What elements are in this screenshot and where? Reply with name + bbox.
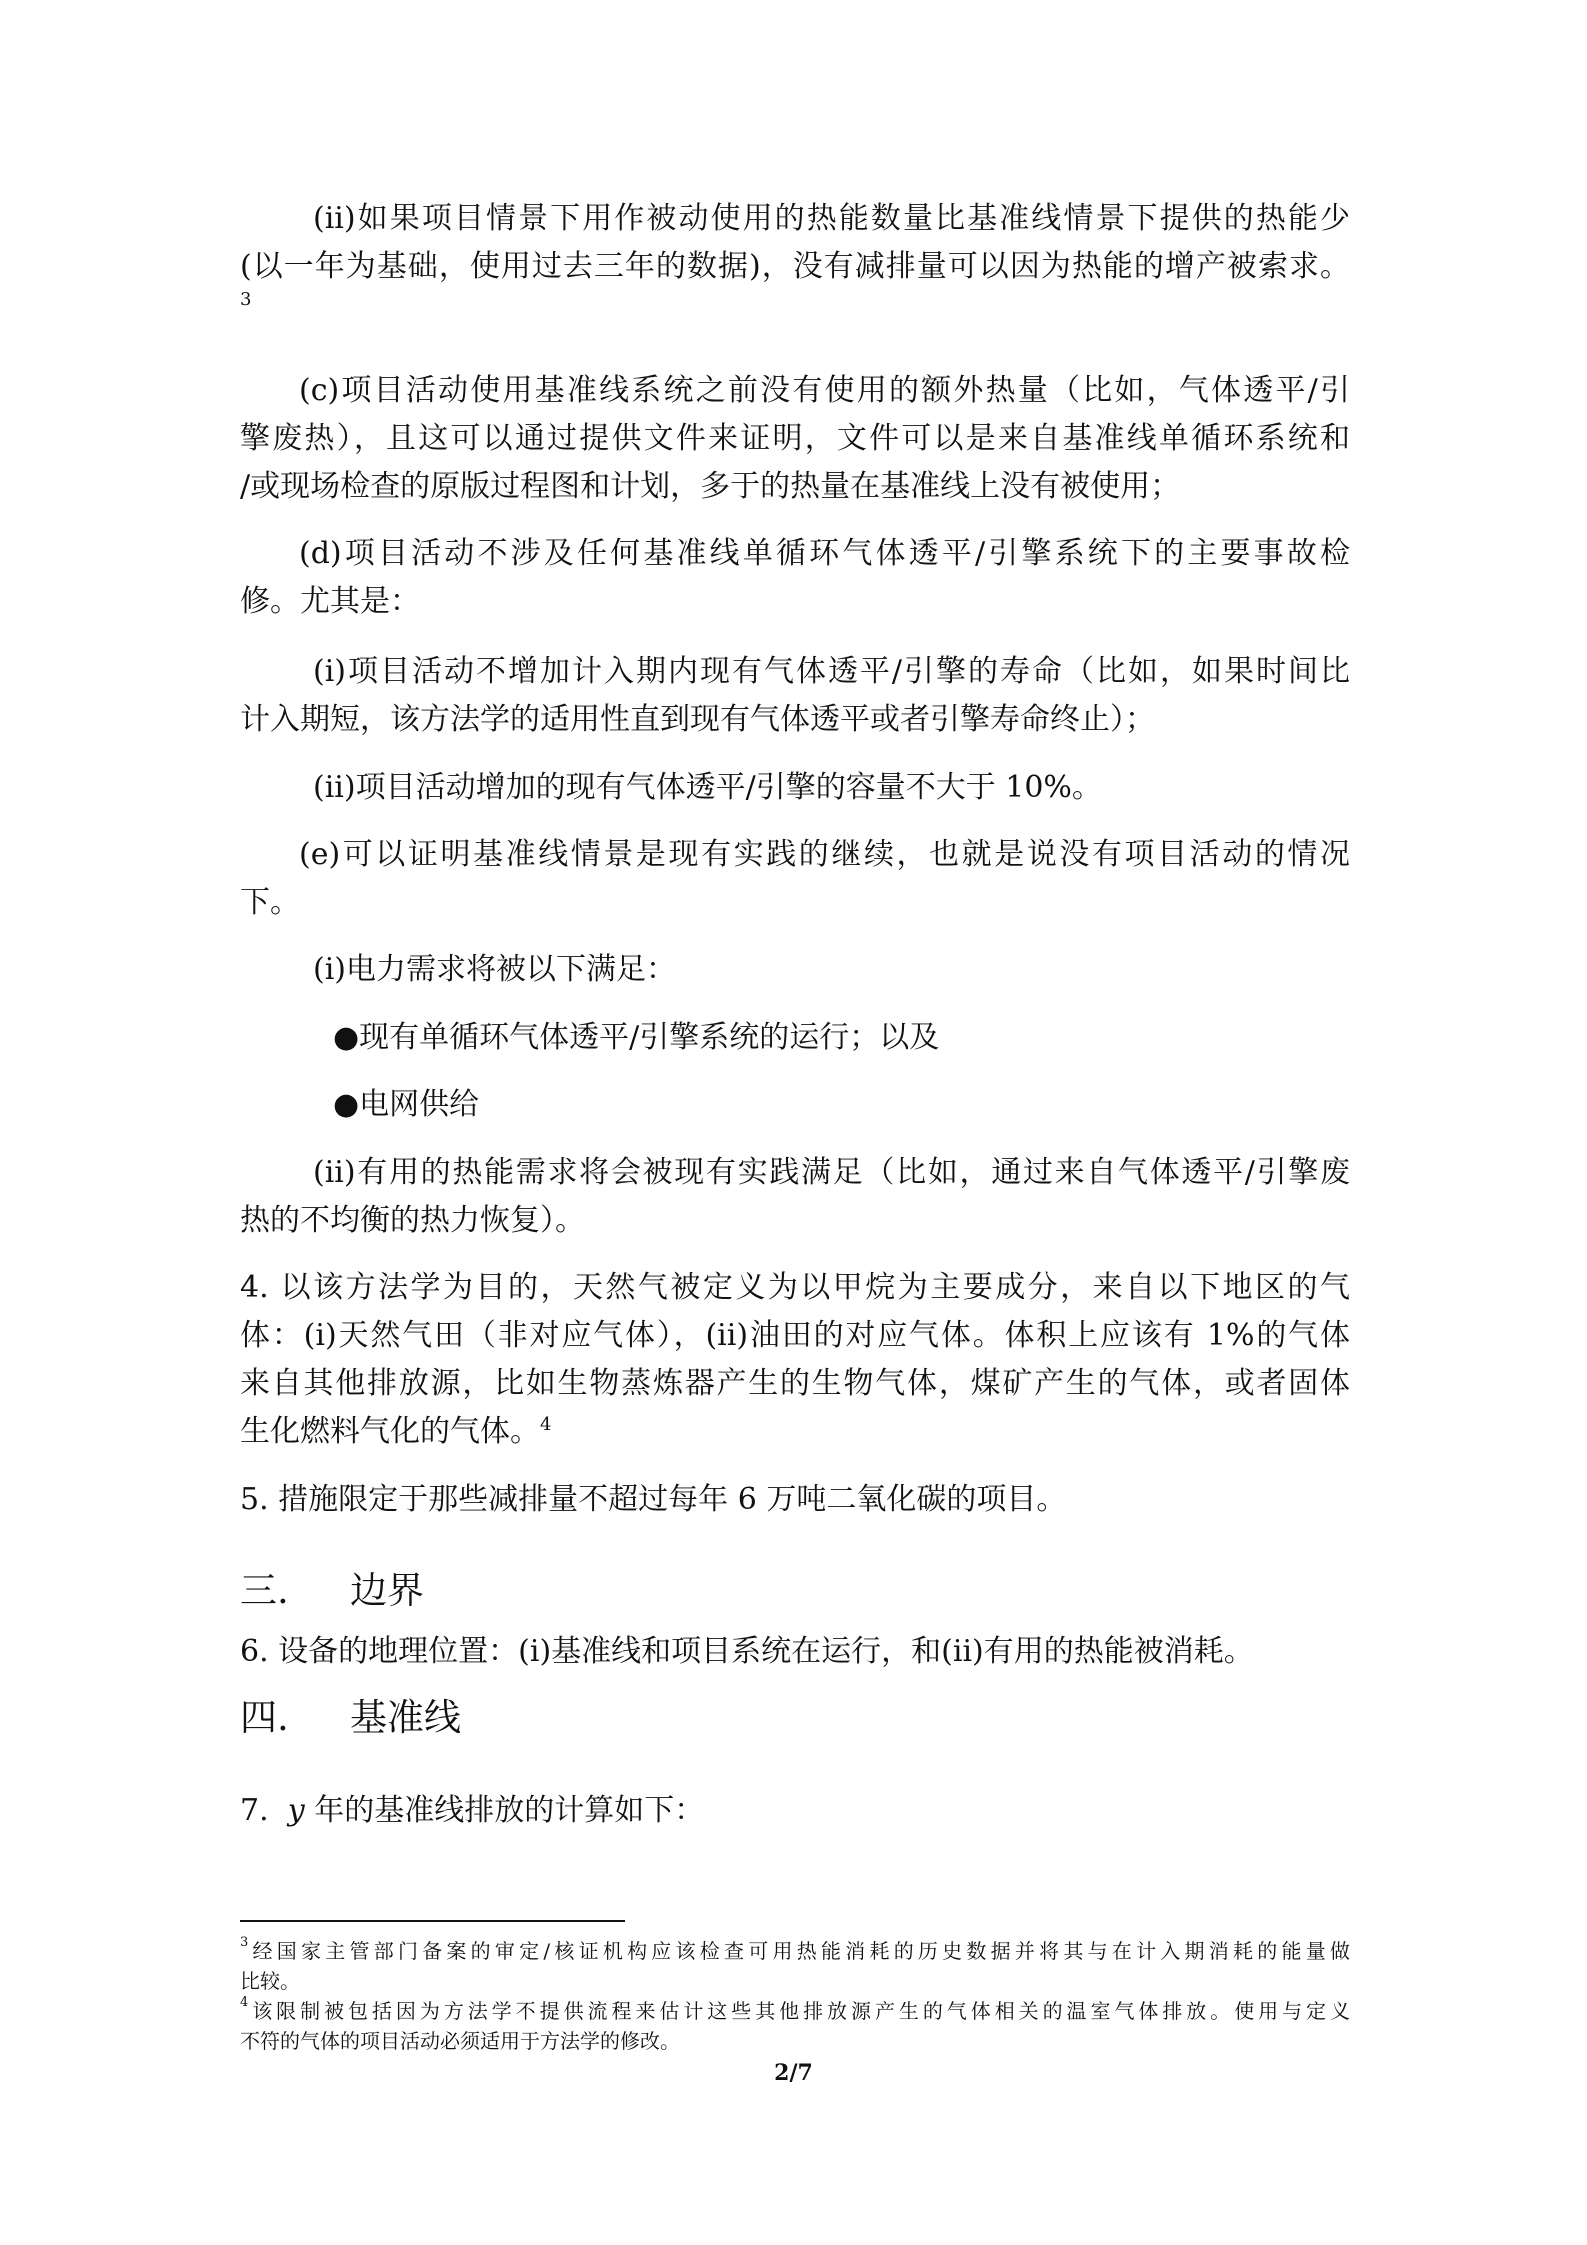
paragraph-line: (i)项目活动不增加计入期内现有气体透平/引擎的寿命（比如，如果时间比 xyxy=(313,654,1350,689)
paragraph-line: 6. 设备的地理位置：(i)基准线和项目系统在运行，和(ii)有用的热能被消耗。 xyxy=(240,1634,1254,1669)
paragraph-line xyxy=(240,1787,704,1835)
bullet-item: ●电网供给 xyxy=(333,1087,480,1122)
footnote-mark: 4 xyxy=(240,1995,249,2010)
heading-title: 基准线 xyxy=(350,1696,461,1739)
footnote-4-line xyxy=(240,1996,1350,2026)
paragraph-number: 7. xyxy=(240,1793,269,1828)
bullet-item: ●现有单循环气体透平/引擎系统的运行；以及 xyxy=(333,1020,940,1055)
paragraph-text: 年的基准线排放的计算如下： xyxy=(304,1793,705,1828)
footnote-3-line xyxy=(240,1936,1350,1966)
paragraph-line: 擎废热），且这可以通过提供文件来证明，文件可以是来自基准线单循环系统和 xyxy=(240,421,1350,456)
footnote-reference: 3 xyxy=(240,289,252,310)
footnote-text: 经国家主管部门备案的审定/核证机构应该检查可用热能消耗的历史数据并将其与在计入期消耗的能量做 xyxy=(248,1939,1350,1963)
paragraph-line: 体：(i)天然气田（非对应气体），(ii)油田的对应气体。体积上应该有 1%的气体 xyxy=(240,1318,1350,1353)
paragraph-line xyxy=(240,1408,551,1456)
paragraph-line: 修。尤其是： xyxy=(240,584,420,619)
paragraph-line: (i)电力需求将被以下满足： xyxy=(313,952,677,987)
page-number: 2/7 xyxy=(774,2060,813,2086)
footnote-4-line: 不符的气体的项目活动必须适用于方法学的修改。 xyxy=(240,2029,680,2053)
paragraph-text: 生化燃料气化的气体。 xyxy=(240,1414,540,1449)
paragraph-line: (ii)有用的热能需求将会被现有实践满足（比如，通过来自气体透平/引擎废 xyxy=(313,1155,1350,1190)
heading-title: 边界 xyxy=(350,1569,424,1612)
paragraph-line: (以一年为基础，使用过去三年的数据)，没有减排量可以因为热能的增产被索求。 xyxy=(240,249,1350,284)
paragraph-line: 热的不均衡的热力恢复）。 xyxy=(240,1203,585,1238)
footnote-text: 该限制被包括因为方法学不提供流程来估计这些其他排放源产生的气体相关的温室气体排放。使用与定义 xyxy=(248,1999,1350,2023)
footnote-reference: 4 xyxy=(540,1414,552,1435)
footnote-mark: 3 xyxy=(240,1935,249,1950)
paragraph-line: (c)项目活动使用基准线系统之前没有使用的额外热量（比如，气体透平/引 xyxy=(299,373,1350,408)
paragraph-line: (ii)如果项目情景下用作被动使用的热能数量比基准线情景下提供的热能少 xyxy=(313,201,1350,236)
paragraph-line: /或现场检查的原版过程图和计划，多于的热量在基准线上没有被使用； xyxy=(240,469,1181,504)
section-heading-boundary xyxy=(240,1566,424,1616)
section-heading-baseline xyxy=(240,1693,461,1743)
variable-y: y xyxy=(287,1793,305,1828)
paragraph-line: 来自其他排放源，比如生物蒸炼器产生的生物气体，煤矿产生的气体，或者固体 xyxy=(240,1366,1350,1401)
paragraph-line: 5. 措施限定于那些减排量不超过每年 6 万吨二氧化碳的项目。 xyxy=(240,1482,1067,1517)
paragraph-line: (ii)项目活动增加的现有气体透平/引擎的容量不大于 10%。 xyxy=(313,770,1102,805)
paragraph-line: (e)可以证明基准线情景是现有实践的继续，也就是说没有项目活动的情况 xyxy=(299,837,1350,872)
footnote-separator xyxy=(240,1920,625,1922)
heading-number: 三. xyxy=(240,1569,289,1612)
paragraph-line: (d)项目活动不涉及任何基准线单循环气体透平/引擎系统下的主要事故检 xyxy=(299,536,1350,571)
heading-number: 四. xyxy=(240,1696,289,1739)
footnote-3-line: 比较。 xyxy=(240,1969,300,1993)
paragraph-line: 4. 以该方法学为目的，天然气被定义为以甲烷为主要成分，来自以下地区的气 xyxy=(240,1270,1350,1305)
paragraph-line: 计入期短，该方法学的适用性直到现有气体透平或者引擎寿命终止）； xyxy=(240,702,1155,737)
paragraph-line: 下。 xyxy=(240,885,300,920)
